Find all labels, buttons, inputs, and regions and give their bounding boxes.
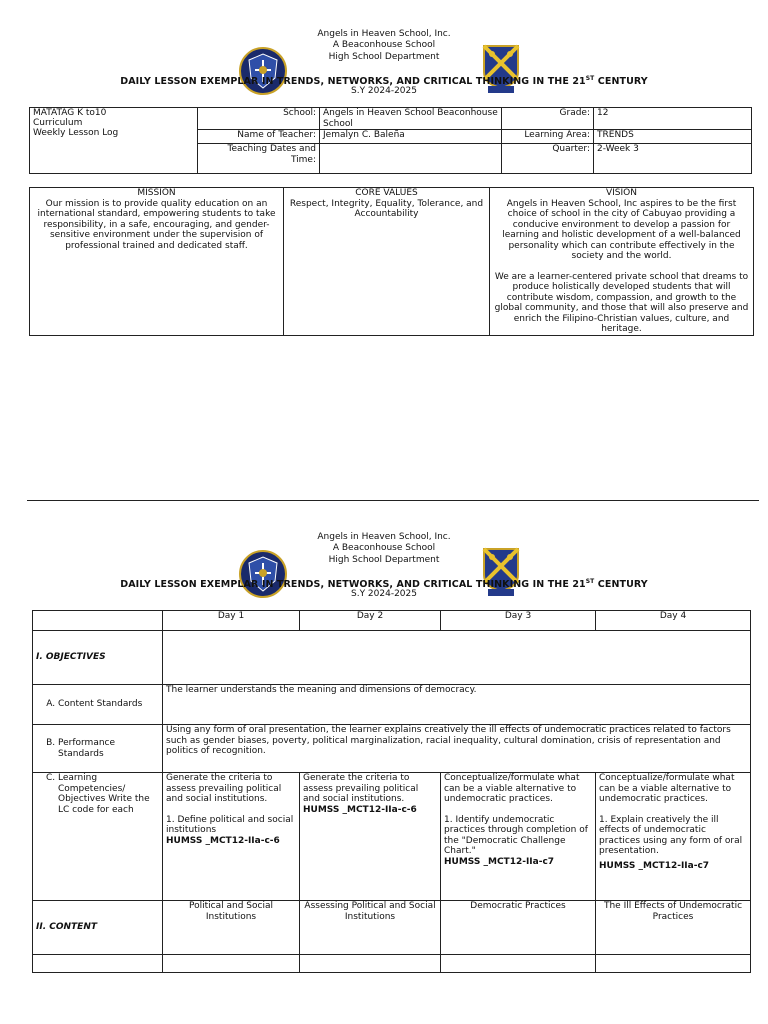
- day-4-header: Day 4: [596, 611, 751, 631]
- grade-label: Grade:: [502, 108, 594, 130]
- quarter-value: 2-Week 3: [594, 144, 752, 174]
- learning-competencies-label: C. Learning Competencies/ Objectives Write the LC code for each: [58, 773, 159, 815]
- lesson-title-2: DAILY LESSON EXEMPLAR IN TRENDS, NETWORKS, AND CRITICAL THINKING IN THE 21ST CENTURY: [120, 578, 648, 591]
- school-subtitle-2: A Beaconhouse School: [332, 543, 436, 553]
- performance-standards-text: Using any form of oral presentation, the learner explains creatively the ill effects of undemocratic practices related to factors such as gender biases, poverty, political marginalization, racial inequality, cultural domination, crisis of representation and politics of recognition.: [163, 725, 751, 773]
- content-standards-text: The learner understands the meaning and dimensions of democracy.: [163, 685, 751, 725]
- performance-standards-label-cell: [33, 725, 163, 773]
- content-day-4: The Ill Effects of Undemocratic Practices: [596, 901, 751, 955]
- content-standards-label: A. Content Standards: [58, 699, 159, 710]
- lesson-title: DAILY LESSON EXEMPLAR IN TRENDS, NETWORKS, AND CRITICAL THINKING IN THE 21ST CENTURY: [120, 75, 648, 88]
- department: High School Department: [328, 52, 440, 62]
- content-label: II. CONTENT: [33, 901, 163, 955]
- lc-day-1: Generate the criteria to assess prevailing political and social institutions. 1. Define political and social institutions HUMSS _MCT12-IIa-c-6: [163, 773, 300, 901]
- mission-text: Our mission is to provide quality education on an international standard, empowering students to take responsibility, in a safe, encouraging, and gender- sensitive environment under the supervision of professional trained and dedicated staff.: [37, 198, 276, 251]
- learning-competencies-label-cell: [33, 773, 163, 901]
- empty-cell: [441, 955, 596, 973]
- content-day-1: Political and Social Institutions: [163, 901, 300, 955]
- school-name-2: Angels in Heaven School, Inc.: [317, 532, 451, 542]
- mission-cell: [30, 188, 284, 336]
- content-standards-label-cell: [33, 685, 163, 725]
- page-separator: [27, 500, 759, 501]
- vision-text-2: We are a learner-centered private school that dreams to produce holistically developed students that will contribute wisdom, compassion, and growth to the global community, and those that will also preserve and enrich the Filipino-Christian values, culture, and heritage.: [494, 271, 749, 334]
- core-values-label: CORE VALUES: [355, 188, 418, 198]
- school-subtitle: A Beaconhouse School: [332, 40, 436, 50]
- corner-cell: [33, 611, 163, 631]
- grade-value: 12: [594, 108, 752, 130]
- info-table: [29, 107, 752, 174]
- content-day-3: Democratic Practices: [441, 901, 596, 955]
- school-label: School:: [198, 108, 320, 130]
- dates-label: Teaching Dates and Time:: [198, 144, 320, 174]
- school-year-2: S.Y 2024-2025: [351, 589, 417, 599]
- content-day-2: Assessing Political and Social Institutions: [300, 901, 441, 955]
- vision-label: VISION: [606, 188, 637, 198]
- school-value: Angels in Heaven School Beaconhouse School: [320, 108, 502, 130]
- mission-vision-table: [29, 187, 754, 336]
- objectives-cell: [163, 631, 751, 685]
- curriculum-cell: MATATAG K to10 Curriculum Weekly Lesson Log: [30, 108, 198, 174]
- learning-area-label: Learning Area:: [502, 130, 594, 144]
- day-3-header: Day 3: [441, 611, 596, 631]
- core-values-text: Respect, Integrity, Equality, Tolerance, and Accountability: [289, 198, 484, 219]
- teacher-label: Name of Teacher:: [198, 130, 320, 144]
- empty-cell: [596, 955, 751, 973]
- mission-label: MISSION: [137, 188, 176, 198]
- empty-cell: [300, 955, 441, 973]
- lc-day-4: Conceptualize/formulate what can be a viable alternative to undemocratic practices. 1. Explain creatively the ill effects of undemocratic practices using any form of oral presentation. HUMSS _MCT12-IIa-c7: [596, 773, 751, 901]
- empty-cell: [33, 955, 163, 973]
- school-year: S.Y 2024-2025: [351, 86, 417, 96]
- performance-standards-label: B. Performance Standards: [58, 738, 159, 759]
- lc-day-3: Conceptualize/formulate what can be a viable alternative to undemocratic practices. 1. Identify undemocratic practices through completion of the "Democratic Challenge Chart." HUMSS _MCT12-IIa-c7: [441, 773, 596, 901]
- lc-day-2: Generate the criteria to assess prevailing political and social institutions. HUMSS _MCT12-IIa-c-6: [300, 773, 441, 901]
- vision-cell: [490, 188, 754, 336]
- dates-value: [320, 144, 502, 174]
- empty-cell: [163, 955, 300, 973]
- lesson-table: [32, 610, 751, 973]
- day-1-header: Day 1: [163, 611, 300, 631]
- department-2: High School Department: [328, 555, 440, 565]
- teacher-value: Jemalyn C. Baleña: [320, 130, 502, 144]
- school-name: Angels in Heaven School, Inc.: [317, 29, 451, 39]
- day-2-header: Day 2: [300, 611, 441, 631]
- vision-text-1: Angels in Heaven School, Inc aspires to be the first choice of school in the city of Cabuyao providing a conducive environment to develop a passion for learning and holistic development of a well-balanced personality which can contribute effectively in the society and the world.: [502, 198, 741, 261]
- learning-area-value: TRENDS: [594, 130, 752, 144]
- objectives-label: I. OBJECTIVES: [33, 631, 163, 685]
- core-values-cell: [284, 188, 490, 336]
- quarter-label: Quarter:: [502, 144, 594, 174]
